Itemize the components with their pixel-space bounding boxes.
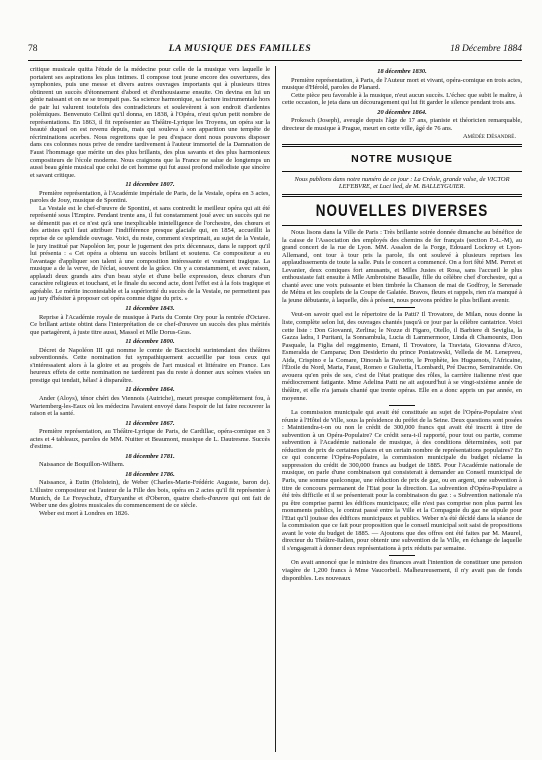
paragraph: Première représentation, à l'Académie impériale de Paris, de la Vestale, opéra en 3 actes, paroles de Jouy, musique de Spontini. — [30, 189, 270, 205]
section-rule — [282, 171, 522, 172]
paragraph: Première représentation, à Paris, de l'Auteur mort et vivant, opéra-comique en trois actes, musique d'Hérold, paroles de Planard. — [282, 76, 522, 92]
paragraph: Naissance, à Eutin (Holstein), de Weber (Charles-Marie-Frédéric Auguste, baron de). L'illustre compositeur est l'auteur de la Fille des bois, opéra en 2 actes qu'il fit représenter à Munich, de Le Freyschutz, d'Euryanthe et d'Oberon, quatre chefs-d'œuvre qui ont fait de Weber une des gloires musicales du commencement de ce siècle. — [30, 479, 270, 510]
paragraph: Veut-on savoir quel est le répertoire de la Patti? Il Trovatore, de Milan, nous donne la liste, complète selon lui, des ouvrages chantés jusqu'à ce jour par la célèbre cantatrice. Voici cette liste : Don Giovanni, Zerlina; le Nozze di Figaro, Otello, il Barbiere di Seviglia, la Gazza ladra, I Puritani, la Sonnambula, Lucia di Lammermoor, Linda di Chamounix, Don Pasquale, la Figlia del reggimento, Ernani, Il Trovatore, la Traviata, Giovanna d'Arco, Esmeralda de Campana; Don Desiderio du prince Poniatowski, Velleda de M. Lenepveu, Aida, Crispino e la Comare, Dinorah la Favorite, le Prophète, les Huguenots, l'Africaine, l'Étoile du Nord, Marta, Faust, Romeo e Giulietta, l'Lombardi, Pré Dacrno, Semiramide. On avouera qu'en près de ses, c'est de l'état pratique des rôles, la carrière italienne n'est que médiocrement fatigante. Mme Adelina Patti ne ait aujourd'hui à se vingt-sixième année de théâtre, et elle n'a jamais chanté que trente opéras. Elle en a donc appris un par année, en moyenne. — [282, 311, 522, 402]
paragraph: On avait annoncé que le ministre des finances avait l'intention de constituer une pension viagère de 1,200 francs à Mme Vaucorbeil. Malheureusement, il n'y avait pas de fonds disponibles. Les nouveaux — [282, 559, 522, 582]
page-header — [28, 44, 522, 58]
paragraph: Ander (Aloys), ténor chéri des Viennois (Autriche), meurt presque complètement fou, à Wartemberg-les-Eaux où les médecins l'avaient envoyé dans l'espoir de lui faire recouvrer la raison et la santé. — [30, 394, 270, 418]
date-heading: 11 décembre 1800. — [125, 338, 175, 346]
date-heading: 18 décembre 1786. — [125, 470, 175, 478]
date-heading: 18 décembre 1781. — [125, 452, 175, 460]
paragraph: La Vestale est le chef-d'œuvre de Spontini, et sans contredit le meilleur opéra qui ait été représenté sous l'Empire. Pendant trente ans, il fut constamment joué avec un succès qui ne se démentit pas et ce n'est qu'à une inexplicable inintelligence de l'orchestre, des chœurs et des artistes qu'il faut attribuer l'indifférence presque glaciale qui, en 1854, accueillit la reprise de ce splendide ouvrage. Voici, du reste, comment s'exprimait, au sujet de la Vestale, le jury institué par Napoléon Ier, pour le jugement des prix décennaux, dans le rapport qu'il lui présenta : « Cet opéra a obtenu un succès brillant et soutenu. Ce compositeur a eu l'avantage d'appliquer son talent à une composition intéressante et vraiment tragique. La musique a de la verve, de l'éclat, souvent de la grâce. On y a constamment, et avec raison, applaudi deux grands airs d'un beau style et d'une belle expression, deux chœurs d'un caractère religieux et touchant, et le finale du second acte, dont l'effet est à la fois tragique et agréable. Le mérite incontestable et la supériorité du succès de la Vestale, ne permettent pas au jury d'hésiter à proposer cet opéra comme digne du prix. » — [30, 204, 270, 303]
date-heading: 11 décembre 1867. — [125, 419, 175, 427]
date-heading: 11 décembre 1843. — [125, 304, 175, 312]
divider — [389, 307, 415, 308]
date-heading: 18 décembre 1830. — [377, 68, 427, 75]
paragraph: Première représentation, au Théâtre-Lyrique de Paris, de Cardillac, opéra-comique en 3 actes et 4 tableaux, paroles de MM. Nuitter et Beaumont, musique de L. Dautresme. Succès d'estime. — [30, 428, 270, 451]
left-column — [30, 66, 270, 752]
column-separator — [275, 66, 276, 752]
section-rule — [282, 194, 522, 195]
date-heading: 20 décembre 1864. — [377, 108, 427, 116]
section-note: Nous publions dans notre numéro de ce jour : La Créole, grande valse, de VICTOR LEFEBVRE, et Luci lied, de M. BALLEYGUIER. — [294, 175, 510, 191]
section-rule — [282, 146, 522, 147]
divider — [389, 405, 415, 406]
section-rule — [282, 144, 522, 145]
section-rule — [282, 225, 522, 226]
paragraph: Naissance de Boquillon-Wilhem. — [39, 461, 125, 469]
section-title-nouvelles-diverses: NOUVELLES DIVERSES — [315, 201, 489, 220]
header-rule — [28, 60, 522, 61]
paragraph: Weber est mort à Londres en 1826. — [39, 509, 130, 517]
issue-date: 18 Décembre 1884 — [450, 44, 522, 54]
date-heading: 11 décembre 1864. — [125, 386, 175, 394]
right-column — [282, 66, 522, 752]
page-number: 78 — [28, 44, 38, 54]
paragraph: Cette pièce peu favorable à la musique, n'eut aucun succès. L'échec que subit le maître, à cette occasion, le jeta dans un découragement qui lui fit garder le silence pendant trois ans. — [282, 91, 522, 107]
paragraph: critique musicale quitta l'étude de la médecine pour celle de la musique vers laquelle le portaient ses aspirations les plus intimes. Il compose tout jeune encore des ouvertures, des symphonies, puis une messe et divers autres ouvrages importants qui à plusieurs titres obtinrent un succès d'étonnement d'abord et d'enthousiasme ensuite. On devina en lui un génie naissant et on ne se trompait pas. Sa science harmonique, sa facture instrumentale hors de pair lui valurent toutefois des contradicteurs et soulevèrent à son endroit d'ardentes polémiques. Benvenuto Cellini qu'il donna, en 1838, à l'Opéra, n'eut qu'un petit nombre de représentations. En 1863, il fit représenter au Théâtre-Lyrique les Troyens, un opéra sur la beauté duquel on est revenu depuis, mais qui souleva à son apparition une tempête de récriminations acerbes. Nous regrettons que le peu d'espace dont nous pouvons disposer dans ces colonnes nous prive de rendre tardivement à l'auteur immortel de la Damnation de Faust l'hommage que mérite un des plus brillants, des plus savants et des plus harmonieux compositeurs de l'école moderne. Nous craignons que la France ne salue de longtemps un aussi beau génie musical que celui de cet homme qui fut aussi profond mélodiste que sincère et savant critique. — [30, 66, 270, 179]
journal-title: LA MUSIQUE DES FAMILLES — [168, 44, 312, 54]
paragraph: Reprise à l'Académie royale de musique à Paris du Comte Ory pour la rentrée d'Octave. Ce brillant artiste obtint dans l'interprétation de ce chef-d'œuvre un succès des plus mérités que partagèrent, à juste titre aussi, Massol et Mlle Dorus-Gras. — [30, 313, 270, 336]
author-signature: Amédée Désandré. — [462, 133, 516, 141]
paragraph: La commission municipale qui avait été constituée au sujet de l'Opéra-Populaire s'est réunie à l'Hôtel de Ville, sous la présidence du préfet de la Seine. Deux questions sont posées : Maintiendra-t-on ou non le crédit de 300,000 francs qui avait été inscrit à titre de subvention à un Opéra-Populaire? Ce crédit sera-t-il rapporté, pour tout ou partie, comme subvention à l'Académie nationale de musique, à des conditions déterminées, soit par réduction de prix de certaines places et un certain nombre de représentations populaires? En ce qui concerne l'Opéra-Populaire, la commission municipale du budget réclame la suppression du crédit de 300,000 francs au budget de 1885. Pour l'Académie nationale de musique, on parle d'une combinaison qui consisterait à demander au Conseil municipal de Paris, une somme quelconque, une réduction de prix de gaz, ou en argent, une subvention à titre de concours permanent de l'Etat pour la direction. La subvention d'Opéra-Populaire a été très difficile et il se présenterait pour la combinaison du gaz : « Subvention nationale n'a pu être comprise parmi les édifices municipaux; elle n'est pas comprise non plus parmi les monuments publics, le contrat passé entre la Ville et la Compagnie du gaz ne stipule pour l'Etat qu'il jouisse des édifices municipaux et publics. Weber n'a été décidé dans la séance de la commission que ce fait pour proposition que le conseil municipal soit saisi de propositions avant le vote du budget de 1885. — Ajoutons que des offres ont été faites par M. Maurel, directeur du Théâtre-Italien, pour obtenir une subvention de la Ville, en échange de laquelle il s'engagerait à donner deux représentations à prix réduits par semaine. — [282, 409, 522, 552]
section-title-notre-musique: NOTRE MUSIQUE — [351, 152, 453, 165]
paragraph: Prokosch (Joseph), aveugle depuis l'âge de 17 ans, pianiste et théoricien remarquable, directeur de musique à Prague, meurt en cette ville, âgé de 76 ans. — [282, 117, 522, 132]
date-heading: 11 décembre 1807. — [125, 181, 175, 189]
paragraph: Nous lisons dans la Ville de Paris : Très brillante soirée donnée dimanche au bénéfice de la caisse de l'Association des employés des chemins de fer français (section P.-L.-M), au grand concert de la rue de Lyon. MM. Assalon de la Forge, Edouard Lockroy et Lyon-Allemand, ont tour à tour pris la parole, ils ont soulevé à plusieurs reprises les applaudissements de toute la salle. Puis le concert a commencé. On a fort fêté MM. Perret et Levanier, deux comiques fort amusants, et Mlles Justes et Rosa, sans l'accueil le plus enthousiaste fait ensuite à Mlle Ambroisine Basaille, fille du célèbre chef d'orchestre, qui a chanté avec une voix puissante et bien timbrée la Chanson de mai de Godfroy, le Serenade de Métra et les couplets de la Coupe de Galatée. Bravos, fleurs et rappels, rien n'a manqué à la jeune débutante, à laquelle, dès à présent, nous pouvons prédire le plus brillant avenir. — [282, 229, 522, 304]
paragraph: Décret de Napoléon III qui nomme le comte de Bacciochi surintendant des théâtres subventionnés. Cette nomination fut sympathiquement accueillie par tous ceux qui s'intéressaient alors à la gloire et au progrès de l'art musical et littéraire en France. Les heureux effets de cette nomination ne tardèrent pas du reste à donner aux scènes visées un prestige qui tendait, hélas! à disparaître. — [30, 346, 270, 384]
divider — [389, 555, 415, 556]
